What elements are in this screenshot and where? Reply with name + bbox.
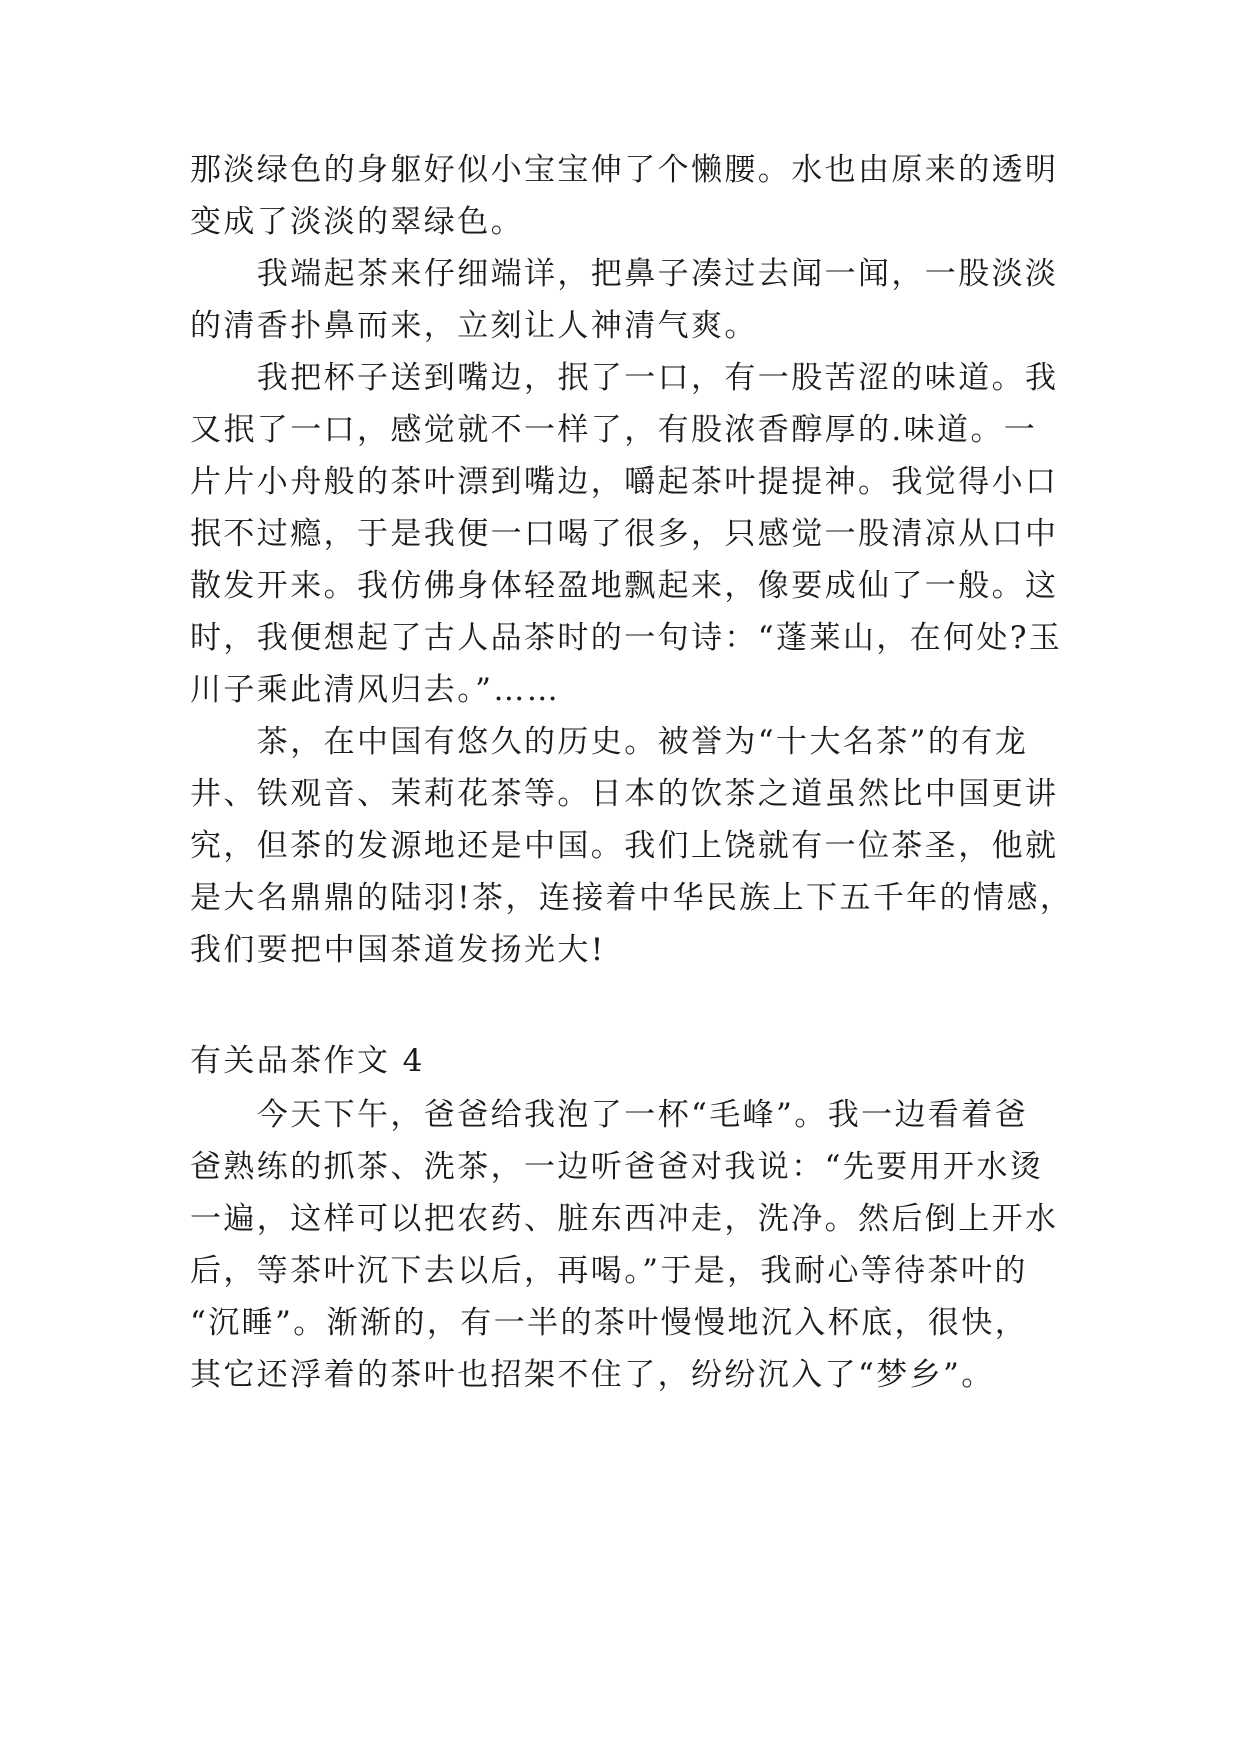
- text-line: 后，等茶叶沉下去以后，再喝。”于是，我耐心等待茶叶的: [190, 1253, 1028, 1289]
- text-line: 抿不过瘾，于是我便一口喝了很多，只感觉一股清凉从口中: [190, 516, 1059, 552]
- text-line: 片片小舟般的茶叶漂到嘴边，嚼起茶叶提提神。我觉得小口: [190, 464, 1059, 500]
- text-line: 我把杯子送到嘴边，抿了一口，有一股苦涩的味道。我: [190, 360, 1059, 396]
- text-line: 其它还浮着的茶叶也招架不住了，纷纷沉入了“梦乡”。: [190, 1357, 995, 1393]
- text-line: 变成了淡淡的翠绿色。: [190, 204, 524, 240]
- text-line: 今天下午，爸爸给我泡了一杯“毛峰”。我一边看着爸: [190, 1097, 1029, 1133]
- text-line: 时，我便想起了古人品茶时的一句诗：“蓬莱山，在何处?玉: [190, 620, 1063, 656]
- text-line: 的清香扑鼻而来，立刻让人神清气爽。: [190, 308, 758, 344]
- text-line: 那淡绿色的身躯好似小宝宝伸了个懒腰。水也由原来的透明: [190, 152, 1059, 188]
- text-line: 井、铁观音、茉莉花茶等。日本的饮茶之道虽然比中国更讲: [190, 776, 1059, 812]
- text-line: 我们要把中国茶道发扬光大!: [190, 932, 606, 968]
- text-line: 散发开来。我仿佛身体轻盈地飘起来，像要成仙了一般。这: [190, 568, 1059, 604]
- text-line: 爸熟练的抓茶、洗茶，一边听爸爸对我说：“先要用开水烫: [190, 1149, 1044, 1185]
- text-line: 茶，在中国有悠久的历史。被誉为“十大名茶”的有龙: [190, 724, 1029, 760]
- section-heading: 有关品茶作文 4: [190, 1043, 425, 1079]
- text-line: 一遍，这样可以把农药、脏东西冲走，洗净。然后倒上开水: [190, 1201, 1059, 1237]
- text-line: 又抿了一口，感觉就不一样了，有股浓香醇厚的.味道。一: [190, 412, 1038, 448]
- text-line: 是大名鼎鼎的陆羽!茶，连接着中华民族上下五千年的情感，: [190, 880, 1074, 916]
- text-line: 我端起茶来仔细端详，把鼻子凑过去闻一闻，一股淡淡: [190, 256, 1059, 292]
- text-line: “沉睡”。渐渐的，有一半的茶叶慢慢地沉入杯底，很快，: [190, 1305, 1029, 1341]
- text-line: 川子乘此清风归去。”……: [190, 672, 561, 708]
- text-line: 究，但茶的发源地还是中国。我们上饶就有一位茶圣，他就: [190, 828, 1059, 864]
